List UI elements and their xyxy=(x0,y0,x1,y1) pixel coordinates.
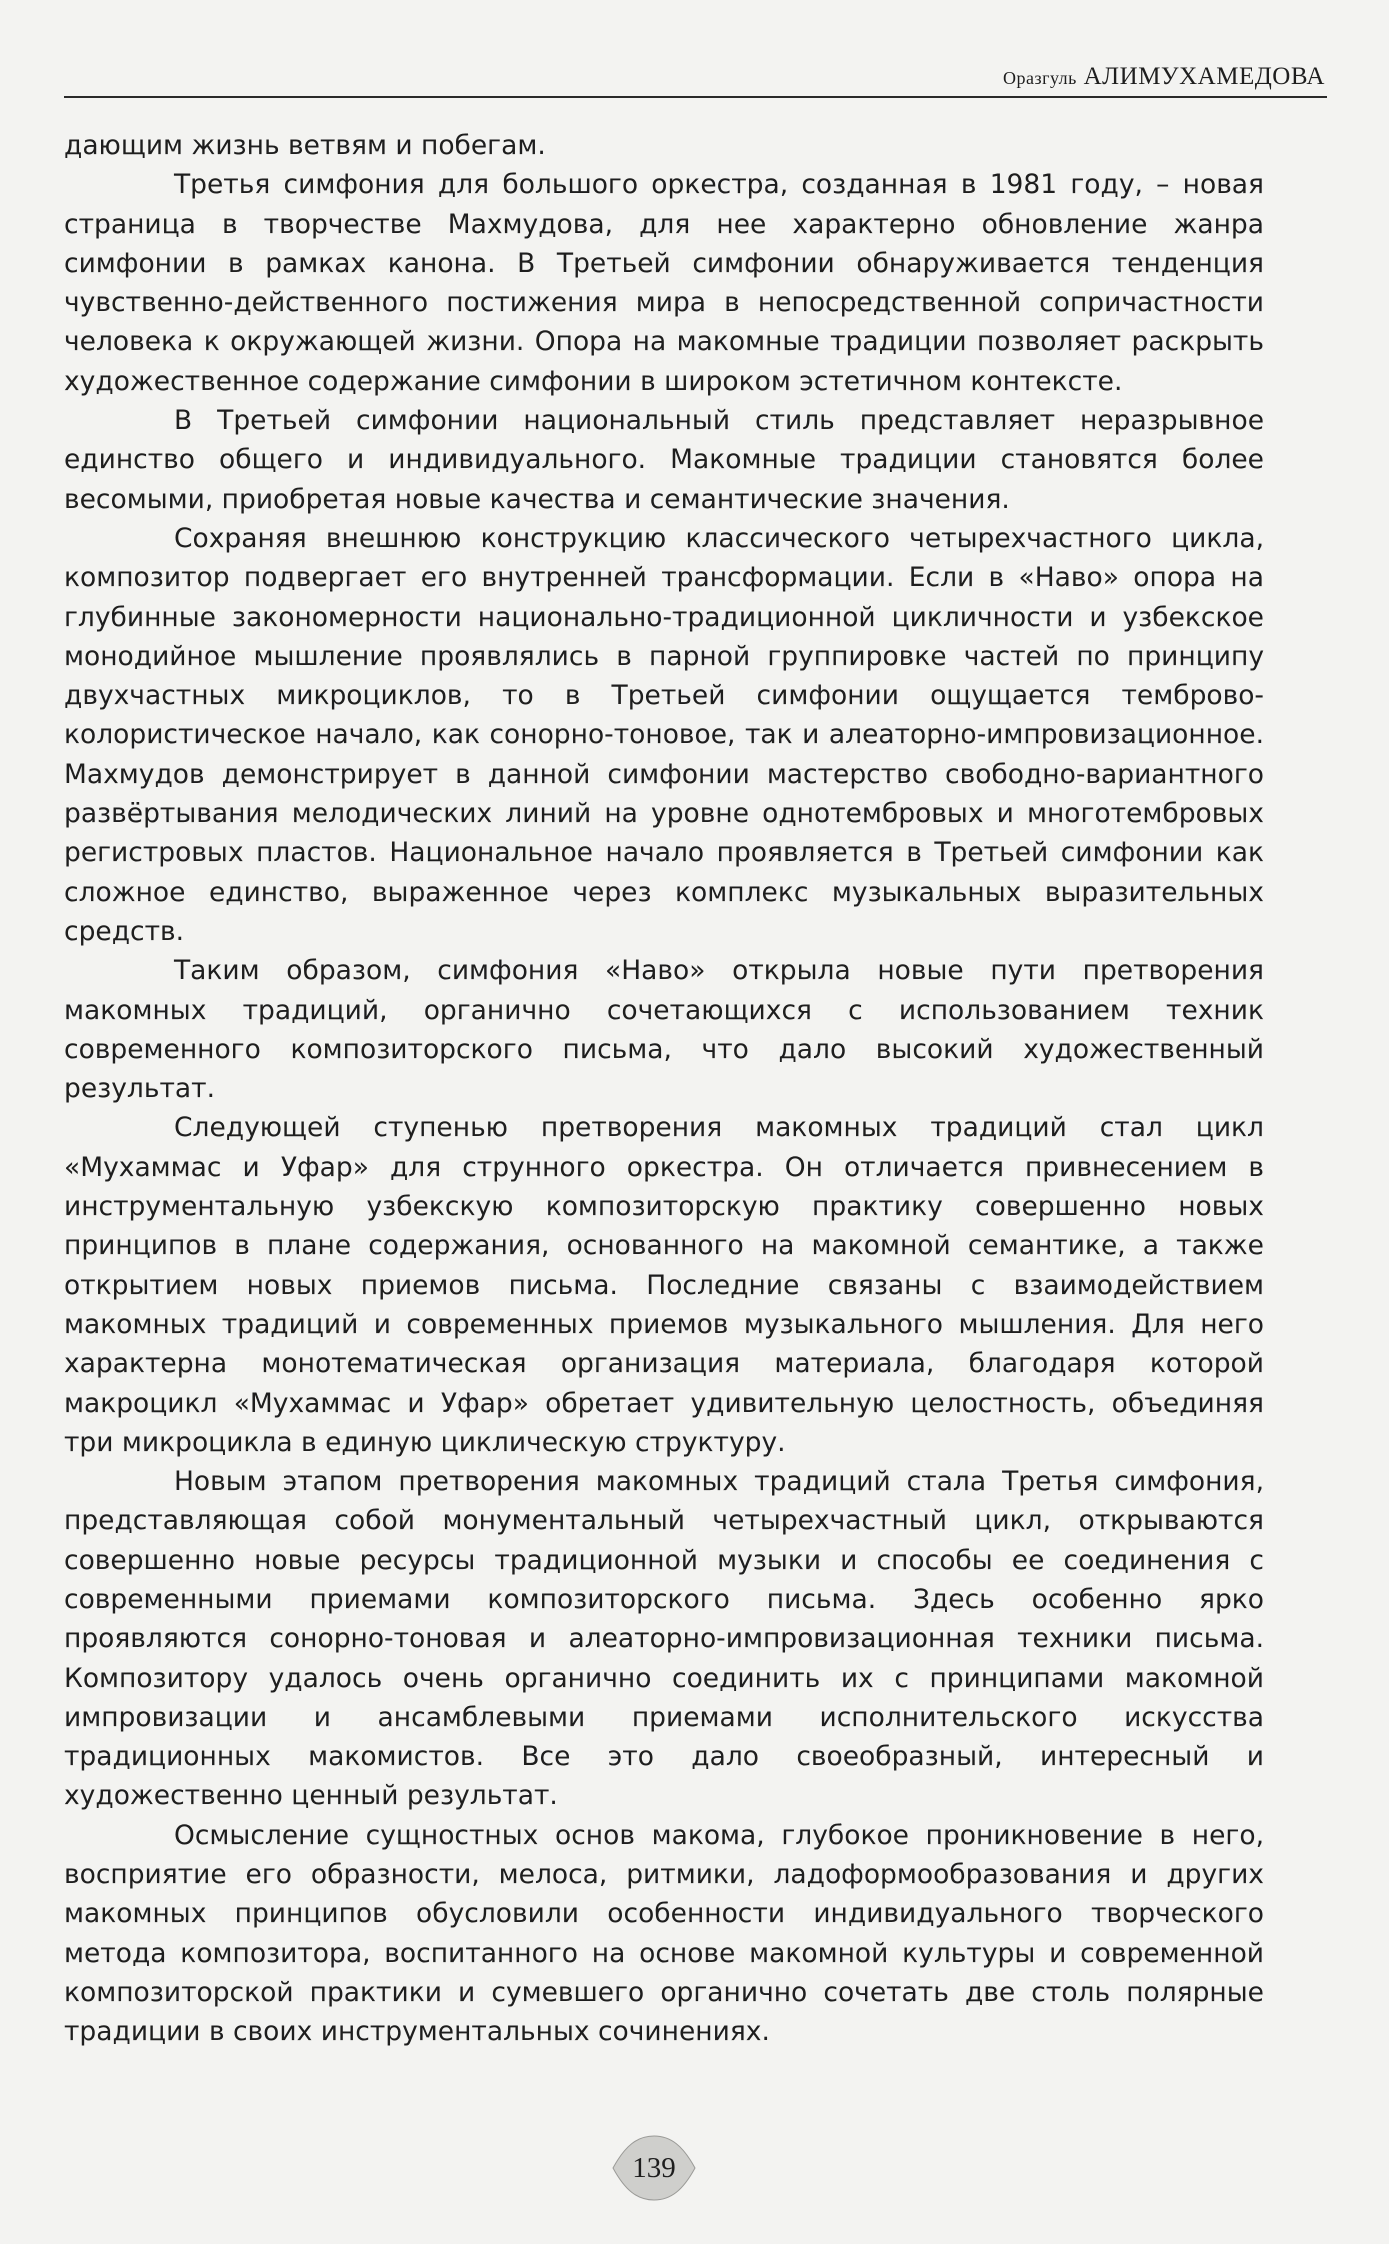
header-author-first-name: Оразгуль xyxy=(1002,68,1077,88)
paragraph: Новым этапом претворения макомных традиций стала Третья симфония, представляющая собой монументальный четырехчастный цикл, открываются совершенно новые ресурсы традиционной музыки и способы ее соединения с современными приемами композиторского письма. Здесь особенно ярко проявляются сонорно-тоновая и алеаторно-импровизационная техники письма. Композитору удалось очень органично соединить их с принципами макомной импровизации и ансамблевыми приемами исполнительского искусства традиционных макомистов. Все это дало своеобразный, интересный и художественно ценный результат. xyxy=(64,1466,1264,1812)
paragraph: Таким образом, симфония «Наво» открыла новые пути претворения макомных традиций, органично сочетающихся с использованием техник современного композиторского письма, что дало высокий художественный результат. xyxy=(64,955,1264,1105)
page-number-badge xyxy=(611,2134,697,2202)
running-header xyxy=(64,60,1327,98)
body-text xyxy=(64,126,1264,2052)
header-author xyxy=(1003,63,1325,91)
page-number: 139 xyxy=(632,2152,676,2184)
paragraph: Третья симфония для большого оркестра, созданная в 1981 году, – новая страница в творчестве Махмудова, для нее характерно обновление жанра симфонии в рамках канона. В Третьей симфонии обнаруживается тенденция чувственно-действенного постижения мира в непосредственной сопричастности человека к окружающей жизни. Опора на макомные традиции позволяет раскрыть художественное содержание симфонии в широком эстетичном контексте. xyxy=(64,169,1264,397)
paragraph: Осмысление сущностных основ макома, глубокое проникновение в него, восприятие его образности, мелоса, ритмики, ладоформообразования и других макомных принципов обусловили особенности индивидуального творческого метода композитора, воспитанного на основе макомной культуры и современной композиторской практики и сумевшего органично сочетать две столь полярные традиции в своих инструментальных сочинениях. xyxy=(64,1819,1264,2048)
paragraph: Сохраняя внешнюю конструкцию классического четырехчастного цикла, композитор подвергает его внутренней трансформации. Если в «Наво» опора на глубинные закономерности национально-традиционной цикличности и узбекское монодийное мышление проявлялись в парной группировке частей по принципу двухчастных микроциклов, то в Третьей симфонии ощущается темброво-колористическое начало, как сонорно-тоновое, так и алеаторно-импровизационное. Махмудов демонстрирует в данной симфонии мастерство свободно-вариантного развёртывания мелодических линий на уровне однотембровых и многотембровых регистровых пластов. Национальное начало проявляется в Третьей симфонии как сложное единство, выраженное через комплекс музыкальных выразительных средств. xyxy=(64,522,1264,947)
paragraph-continuation: дающим жизнь ветвям и побегам. xyxy=(64,130,546,161)
paragraph: В Третьей симфонии национальный стиль представляет неразрывное единство общего и индивидуального. Макомные традиции становятся более весомыми, приобретая новые качества и семантические значения. xyxy=(64,405,1264,515)
header-author-last-name: АЛИМУХАМЕДОВА xyxy=(1083,63,1325,90)
paragraph: Следующей ступенью претворения макомных традиций стал цикл «Мухаммас и Уфар» для струнного оркестра. Он отличается привнесением в инструментальную узбекскую композиторскую практику совершенно новых принципов в плане содержания, основанного на макомной семантике, а также открытием новых приемов письма. Последние связаны с взаимодействием макомных традиций и современных приемов музыкального мышления. Для него характерна монотематическая организация материала, благодаря которой макроцикл «Мухаммас и Уфар» обретает удивительную целостность, объединяя три микроцикла в единую циклическую структуру. xyxy=(64,1112,1264,1458)
